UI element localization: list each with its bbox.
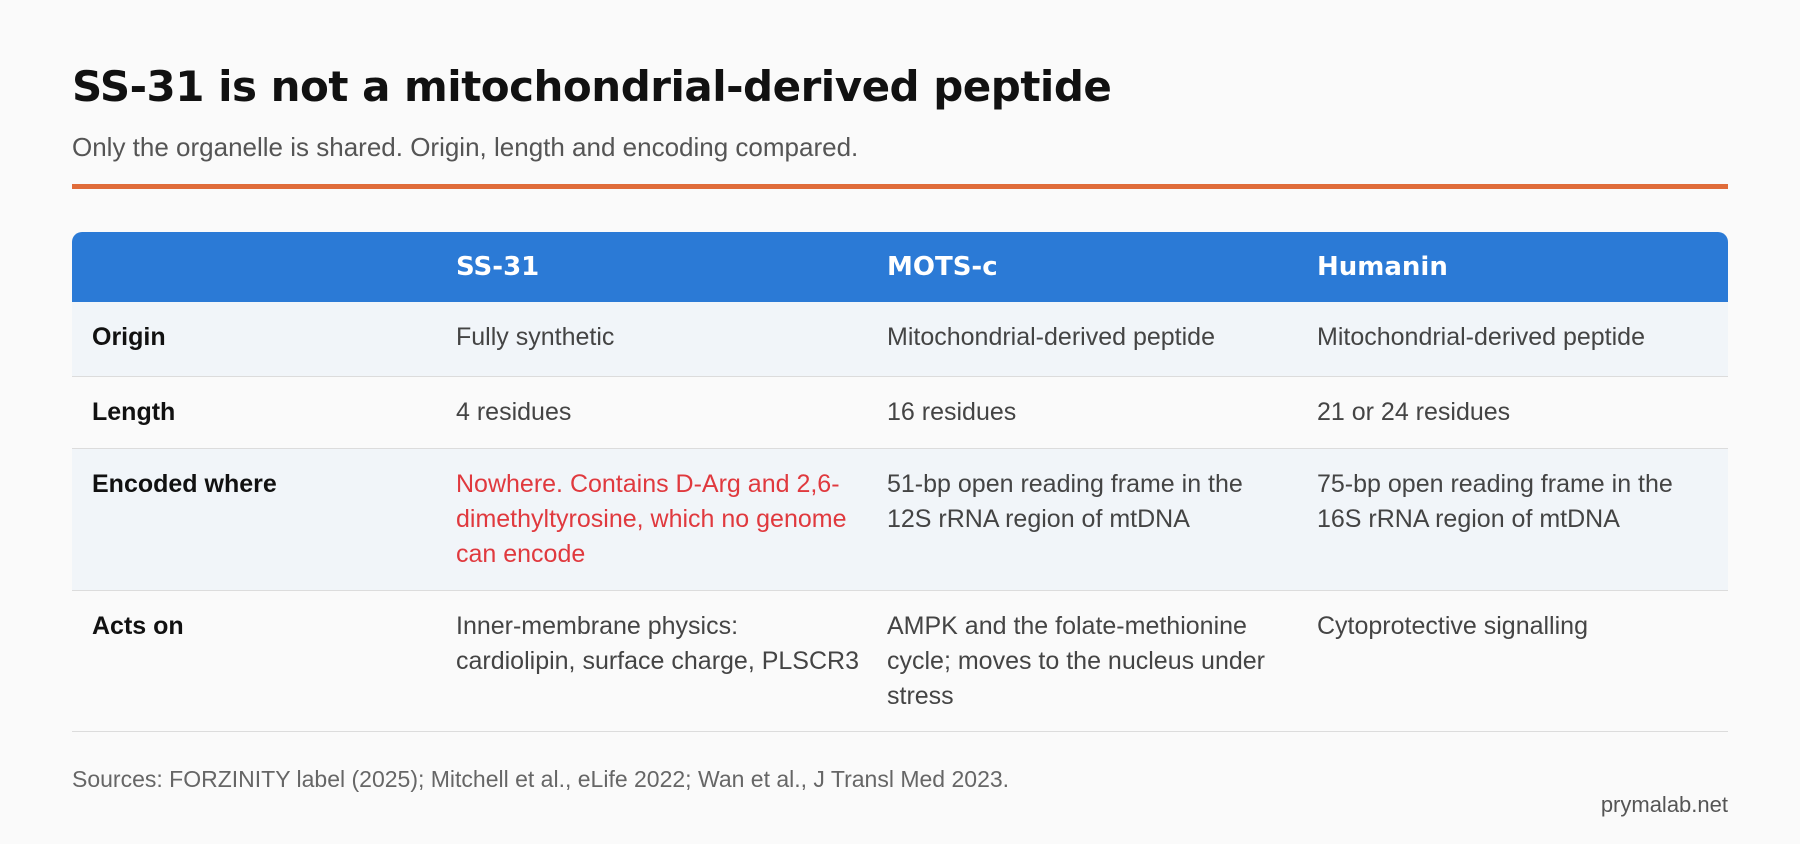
- table-cell: Mitochondrial-derived peptide: [887, 323, 1215, 351]
- table-row-length: [72, 377, 1728, 449]
- table-cell: 21 or 24 residues: [1317, 398, 1511, 426]
- table-row-origin: [72, 302, 1728, 377]
- table-cell: 51-bp open reading frame in the 12S rRNA region of mtDNA: [887, 470, 1243, 533]
- table-cell: Cytoprotective signalling: [1317, 612, 1588, 640]
- comparison-table: [72, 232, 1728, 732]
- table-row-acts-on: [72, 591, 1728, 732]
- brand-footer: prymalab.net: [1600, 792, 1728, 817]
- table-cell: AMPK and the folate-methionine cycle; moves to the nucleus under stress: [887, 612, 1265, 710]
- header-cell-motsc: MOTS-c: [887, 252, 998, 282]
- table-cell: 16 residues: [887, 398, 1017, 426]
- header-cell-ss31: SS-31: [456, 252, 540, 282]
- table-cell: Fully synthetic: [456, 323, 615, 351]
- table-cell: Inner-membrane physics: cardiolipin, surface charge, PLSCR3: [456, 612, 859, 675]
- sources-note: Sources: FORZINITY label (2025); Mitchell et al., eLife 2022; Wan et al., J Transl Med 2023.: [72, 766, 1010, 792]
- table-cell: Mitochondrial-derived peptide: [1317, 323, 1645, 351]
- table-cell: 75-bp open reading frame in the 16S rRNA region of mtDNA: [1317, 470, 1673, 533]
- row-label: Encoded where: [92, 470, 277, 498]
- table-cell-highlighted: Nowhere. Contains D-Arg and 2,6-dimethyltyrosine, which no genome can encode: [456, 470, 847, 568]
- page-subtitle: Only the organelle is shared. Origin, length and encoding compared.: [72, 132, 859, 162]
- row-label: Acts on: [92, 612, 184, 640]
- accent-divider: [72, 184, 1728, 189]
- row-label: Origin: [92, 323, 166, 351]
- table-header: [72, 232, 1728, 302]
- table-cell: 4 residues: [456, 398, 572, 426]
- header-cell-humanin: Humanin: [1317, 252, 1448, 282]
- page-title: SS-31 is not a mitochondrial-derived peptide: [72, 62, 1112, 111]
- table-row-encoded-where: [72, 449, 1728, 591]
- row-label: Length: [92, 398, 176, 426]
